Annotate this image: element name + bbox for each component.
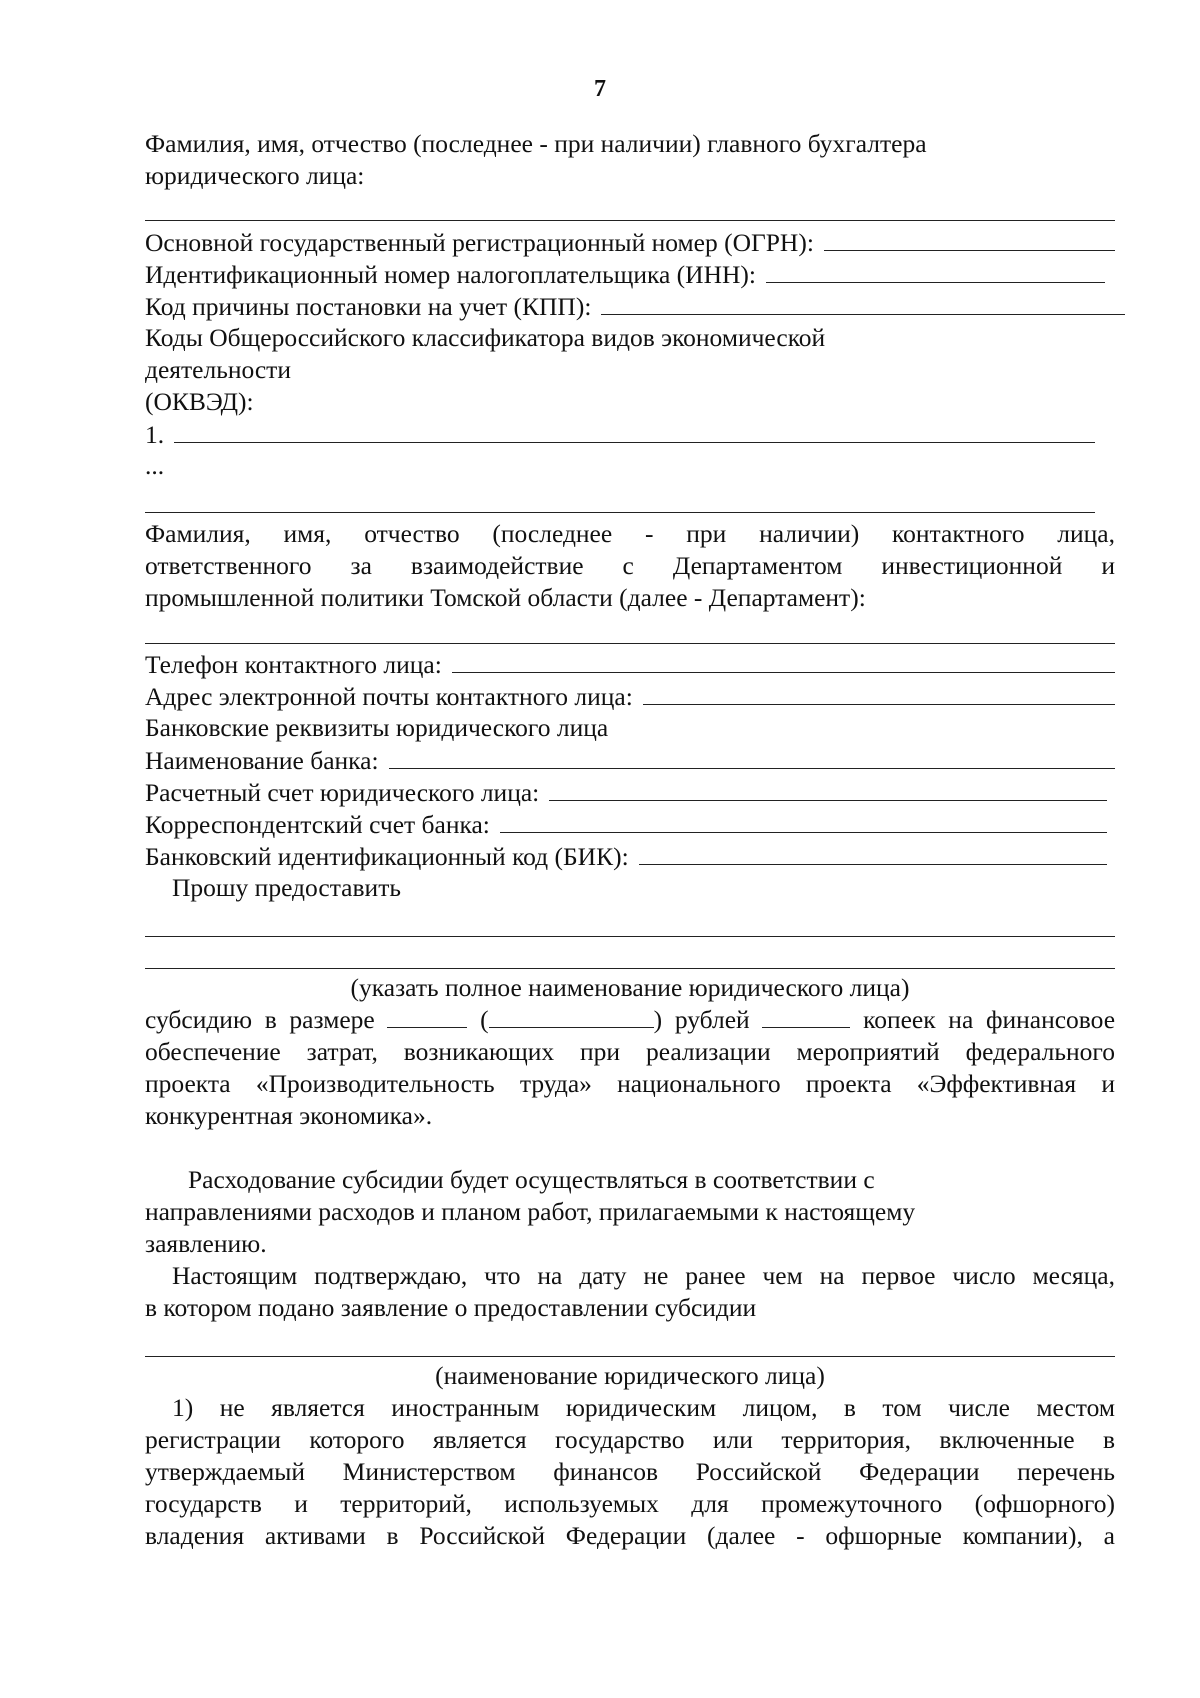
subsidy-kopecks-field[interactable] (762, 1005, 850, 1028)
spending-line2: направлениями расходов и планом работ, прилагаемыми к настоящему (145, 1197, 916, 1226)
bank-heading: Банковские реквизиты юридического лица (145, 713, 609, 742)
kpp-field[interactable] (601, 290, 1125, 315)
ogrn-label: Основной государственный регистрационный номер (ОГРН): (145, 228, 814, 257)
chief-accountant-label-line1: Фамилия, имя, отчество (последнее - при наличии) главного бухгалтера (145, 129, 927, 158)
page-number: 7 (594, 76, 606, 102)
contact-person-label-line2: ответственного за взаимодействие с Департаментом инвестиционной и (145, 551, 1115, 580)
corr-account-field[interactable] (500, 808, 1107, 833)
confirm-line2: в котором подано заявление о предоставлении субсидии (145, 1293, 757, 1322)
account-row (145, 776, 1107, 808)
bik-row (145, 840, 1107, 872)
legal-name-caption: (указать полное наименование юридического лица) (350, 973, 910, 1002)
legal-name-field-line2[interactable] (145, 968, 1115, 969)
bank-name-row (145, 744, 1115, 776)
okved-label-line2: деятельности (145, 355, 291, 384)
phone-row (145, 648, 1115, 680)
inn-label: Идентификационный номер налогоплательщика (ИНН): (145, 260, 756, 289)
okved-item-row (145, 418, 1095, 450)
subsidy-rubles-label: ) рублей (653, 1005, 750, 1034)
okved-label-line1: Коды Общероссийского классификатора видов экономической (145, 323, 826, 352)
contact-person-label-line3: промышленной политики Томской области (далее - Департамент): (145, 583, 866, 612)
clause1-line3: утверждаемый Министерством финансов Российской Федерации перечень (145, 1457, 1115, 1486)
request-line4: конкурентная экономика». (145, 1101, 433, 1130)
subsidy-paren-open: ( (480, 1005, 489, 1034)
ogrn-row (145, 226, 1115, 258)
chief-accountant-label-line2: юридического лица: (145, 161, 365, 190)
clause1-line5: владения активами в Российской Федерации (далее - офшорные компании), а (145, 1521, 1115, 1550)
contact-person-field[interactable] (145, 643, 1115, 644)
spending-line1: Расходование субсидии будет осуществляться в соответствии с (188, 1165, 875, 1194)
bik-field[interactable] (639, 840, 1107, 865)
request-intro: Прошу предоставить (172, 873, 401, 902)
subsidy-kopecks-label: копеек на финансовое (863, 1005, 1116, 1034)
email-label: Адрес электронной почты контактного лица: (145, 682, 633, 711)
spending-line3: заявлению. (145, 1229, 267, 1258)
bank-name-field[interactable] (389, 744, 1115, 769)
confirm-caption: (наименование юридического лица) (435, 1361, 825, 1390)
okved-more: ... (145, 451, 165, 480)
email-field[interactable] (643, 680, 1115, 705)
subsidy-rubles-field[interactable] (387, 1005, 467, 1028)
kpp-row (145, 290, 1125, 322)
request-line2: обеспечение затрат, возникающих при реализации мероприятий федерального (145, 1037, 1115, 1066)
bik-label: Банковский идентификационный код (БИК): (145, 842, 629, 871)
inn-field[interactable] (766, 258, 1105, 283)
bank-name-label: Наименование банка: (145, 746, 379, 775)
legal-name-field-line1[interactable] (145, 936, 1115, 937)
subsidy-label: субсидию в размере (145, 1005, 375, 1034)
confirm-line1: Настоящим подтверждаю, что на дату не ранее чем на первое число месяца, (172, 1261, 1115, 1290)
account-label: Расчетный счет юридического лица: (145, 778, 540, 807)
chief-accountant-field[interactable] (145, 220, 1115, 221)
inn-row (145, 258, 1105, 290)
okved-item-field[interactable] (174, 418, 1095, 443)
request-line3: проекта «Производительность труда» национального проекта «Эффективная и (145, 1069, 1115, 1098)
ogrn-field[interactable] (824, 226, 1115, 251)
account-field[interactable] (549, 776, 1107, 801)
phone-label: Телефон контактного лица: (145, 650, 442, 679)
clause1-line1: 1) не является иностранным юридическим лицом, в том числе местом (172, 1393, 1115, 1422)
corr-account-row (145, 808, 1107, 840)
clause1-line2: регистрации которого является государство или территория, включенные в (145, 1425, 1115, 1454)
phone-field[interactable] (452, 648, 1115, 673)
subsidy-line (145, 1004, 1115, 1036)
okved-item-number: 1. (145, 420, 165, 449)
confirm-legal-name-field[interactable] (145, 1356, 1115, 1357)
kpp-label: Код причины постановки на учет (КПП): (145, 292, 592, 321)
clause1-line4: государств и территорий, используемых для промежуточного (офшорного) (145, 1489, 1115, 1518)
corr-account-label: Корреспондентский счет банка: (145, 810, 490, 839)
contact-person-label-line1: Фамилия, имя, отчество (последнее - при наличии) контактного лица, (145, 519, 1115, 548)
okved-extra-field[interactable] (145, 512, 1095, 513)
subsidy-words-field[interactable] (489, 1005, 654, 1028)
okved-label-line3: (ОКВЭД): (145, 387, 254, 416)
email-row (145, 680, 1115, 712)
